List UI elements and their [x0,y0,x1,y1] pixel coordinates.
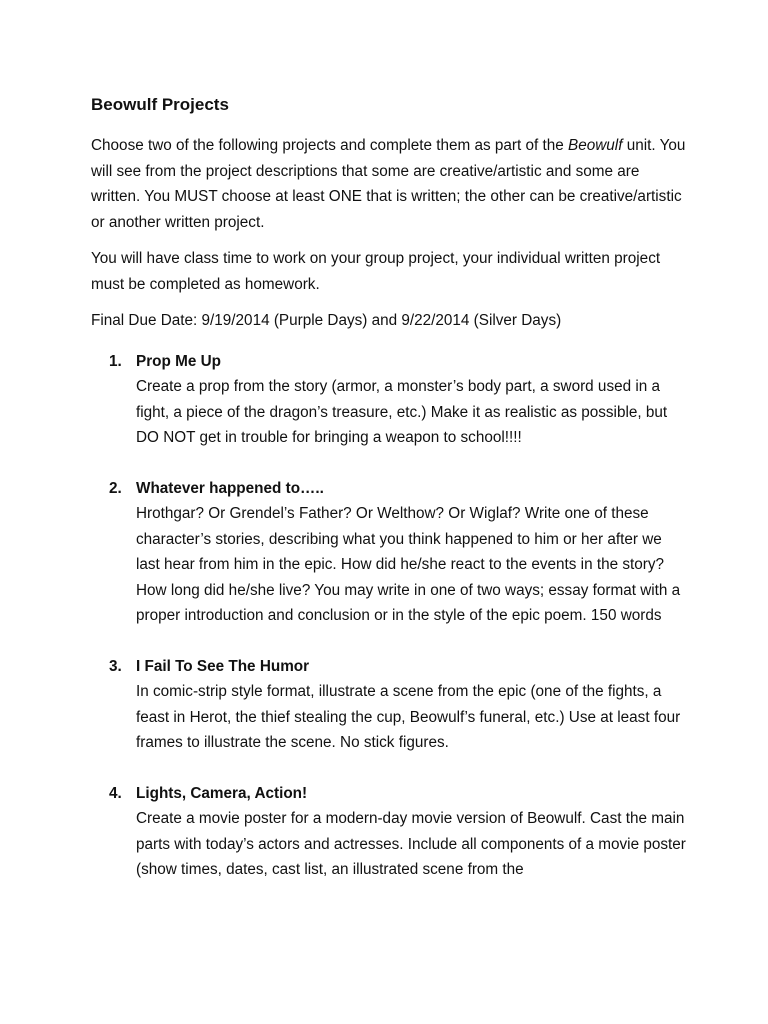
project-title: Whatever happened to….. [136,479,324,497]
class-time-paragraph: You will have class time to work on your group project, your individual written project must be completed as homework. [91,250,661,293]
project-item [91,781,688,883]
due-date: Final Due Date: 9/19/2014 (Purple Days) and 9/22/2014 (Silver Days) [91,312,562,329]
project-number: 1. [109,352,122,370]
project-description: Create a prop from the story (armor, a monster’s body part, a sword used in a fight, a piece of the dragon’s treasure, etc.) Make it as realistic as possible, but DO NOT get in trouble for bringing a weapon to school!!!! [136,378,668,446]
project-description: Hrothgar? Or Grendel’s Father? Or Welthow? Or Wiglaf? Write one of these character’s stories, describing what you think happened to him or her after we last hear from him in the epic. How did he/she react to the events in the story? How long did he/she live? You may write in one of two ways; essay format with a proper introduction and conclusion or in the style of the epic poem. 150 words [136,505,681,624]
project-description: In comic-strip style format, illustrate a scene from the epic (one of the fights, a feast in Herot, the thief stealing the cup, Beowulf’s funeral, etc.) Use at least four frames to illustrate the scene. No stick figures. [136,683,681,751]
intro-emphasis: Beowulf [568,137,623,154]
intro-paragraph [91,133,688,235]
project-description: Create a movie poster for a modern-day movie version of Beowulf. Cast the main parts with today’s actors and actresses. Include all components of a movie poster (show times, dates, cast list, an illustrated scene from the [136,810,686,878]
project-item [91,654,688,756]
project-number: 4. [109,784,122,802]
project-item [91,476,688,629]
project-list [91,349,688,883]
project-title: Lights, Camera, Action! [136,784,308,802]
project-item [91,349,688,451]
project-number: 3. [109,657,122,675]
project-number: 2. [109,479,122,497]
intro-text-end: unit. You will see from the project descriptions that some are creative/artistic and some are written. You MUST choose at least ONE that is written; the other can be creative/artistic or another written project. [91,137,686,231]
intro-text-start: Choose two of the following projects and complete them as part of the [91,137,569,154]
project-title: I Fail To See The Humor [136,657,310,675]
document-title: Beowulf Projects [91,95,229,114]
project-title: Prop Me Up [136,352,221,370]
